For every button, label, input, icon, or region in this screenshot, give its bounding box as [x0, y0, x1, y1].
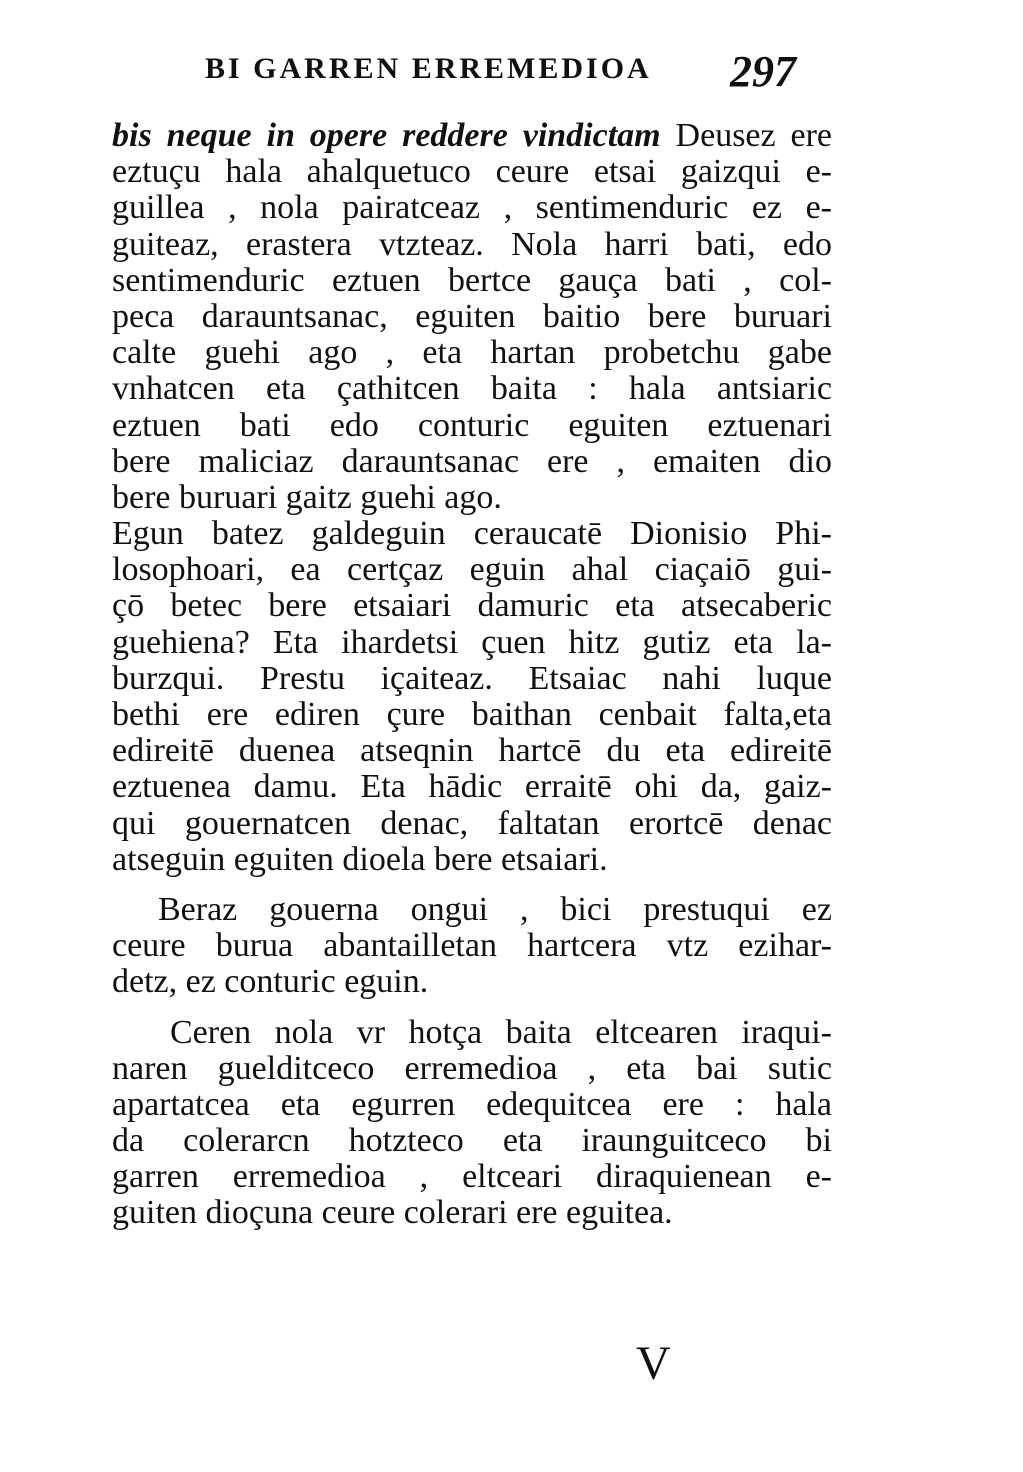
catchword: V: [636, 1337, 671, 1390]
text-line: guehiena? Eta ihardetsi çuen hitz gutiz eta la-: [112, 623, 832, 661]
text-line: vnhatcen eta çathitcen baita : hala antsiaric: [112, 370, 832, 408]
paragraph-3: [112, 892, 832, 1001]
text-line: da colerarcn hotzteco eta iraunguitceco bi: [112, 1122, 832, 1160]
text-line: Egun batez galdeguin ceraucatē Dionisio Phi-: [112, 515, 832, 553]
paragraph-2: [112, 516, 832, 878]
text-line-segment: Deusez ere: [675, 117, 833, 154]
text-line: sentimenduric eztuen bertce gauça bati , col-: [112, 261, 832, 299]
text-line: apartatcea eta egurren edequitcea ere : hala: [112, 1085, 832, 1123]
text-line: burzqui. Prestu içaiteaz. Etsaiac nahi luque: [112, 659, 832, 697]
text-line: losophoari, ea certçaz eguin ahal ciaçaiō gui-: [112, 551, 832, 589]
text-line: ceure burua abantailletan hartcera vtz ezihar-: [112, 927, 832, 965]
text-line: eztuen bati edo conturic eguiten eztuenari: [112, 406, 832, 444]
text-line: çō betec bere etsaiari damuric eta atsecaberic: [112, 587, 832, 625]
running-title: BI GARREN ERREMEDIOA: [205, 52, 652, 85]
text-line: naren guelditceco erremedioa , eta bai sutic: [112, 1049, 832, 1087]
text-line: guiteaz, erastera vtzteaz. Nola harri bati, edo: [112, 225, 832, 263]
paragraph-1: [112, 118, 832, 516]
page-number: 297: [730, 47, 796, 96]
text-line: eztuçu hala ahalquetuco ceure etsai gaizqui e-: [112, 153, 832, 191]
text-line: calte guehi ago , eta hartan probetchu gabe: [112, 334, 832, 372]
text-line: bere buruari gaitz guehi ago.: [112, 478, 502, 516]
text-line: eztuenea damu. Eta hādic erraitē ohi da, gaiz-: [112, 768, 832, 806]
text-line: [112, 118, 832, 154]
paragraph-4: [112, 1015, 832, 1232]
text-line: guillea , nola pairatceaz , sentimenduric ez e-: [112, 189, 832, 227]
text-line: bere maliciaz darauntsanac ere , emaiten dio: [112, 442, 832, 480]
latin-quotation: bis neque in opere reddere vindictam: [112, 117, 661, 154]
text-line: Beraz gouerna ongui , bici prestuqui ez: [158, 890, 832, 928]
text-line: edireitē duenea atseqnin hartcē du eta edireitē: [112, 732, 832, 770]
text-line: atseguin eguiten dioela bere etsaiari.: [112, 840, 608, 878]
text-line: qui gouernatcen denac, faltatan erortcē denac: [112, 804, 832, 842]
text-line: detz, ez conturic eguin.: [112, 963, 429, 1001]
text-line: bethi ere ediren çure baithan cenbait falta,eta: [112, 696, 832, 733]
text-line: peca darauntsanac, eguiten baitio bere buruari: [112, 297, 832, 335]
text-line: garren erremedioa , eltceari diraquienean e-: [112, 1158, 832, 1196]
body-text: [112, 118, 832, 1232]
text-line: Ceren nola vr hotça baita eltcearen iraqui-: [170, 1013, 832, 1051]
text-line: guiten dioçuna ceure colerari ere eguitea.: [112, 1194, 673, 1232]
